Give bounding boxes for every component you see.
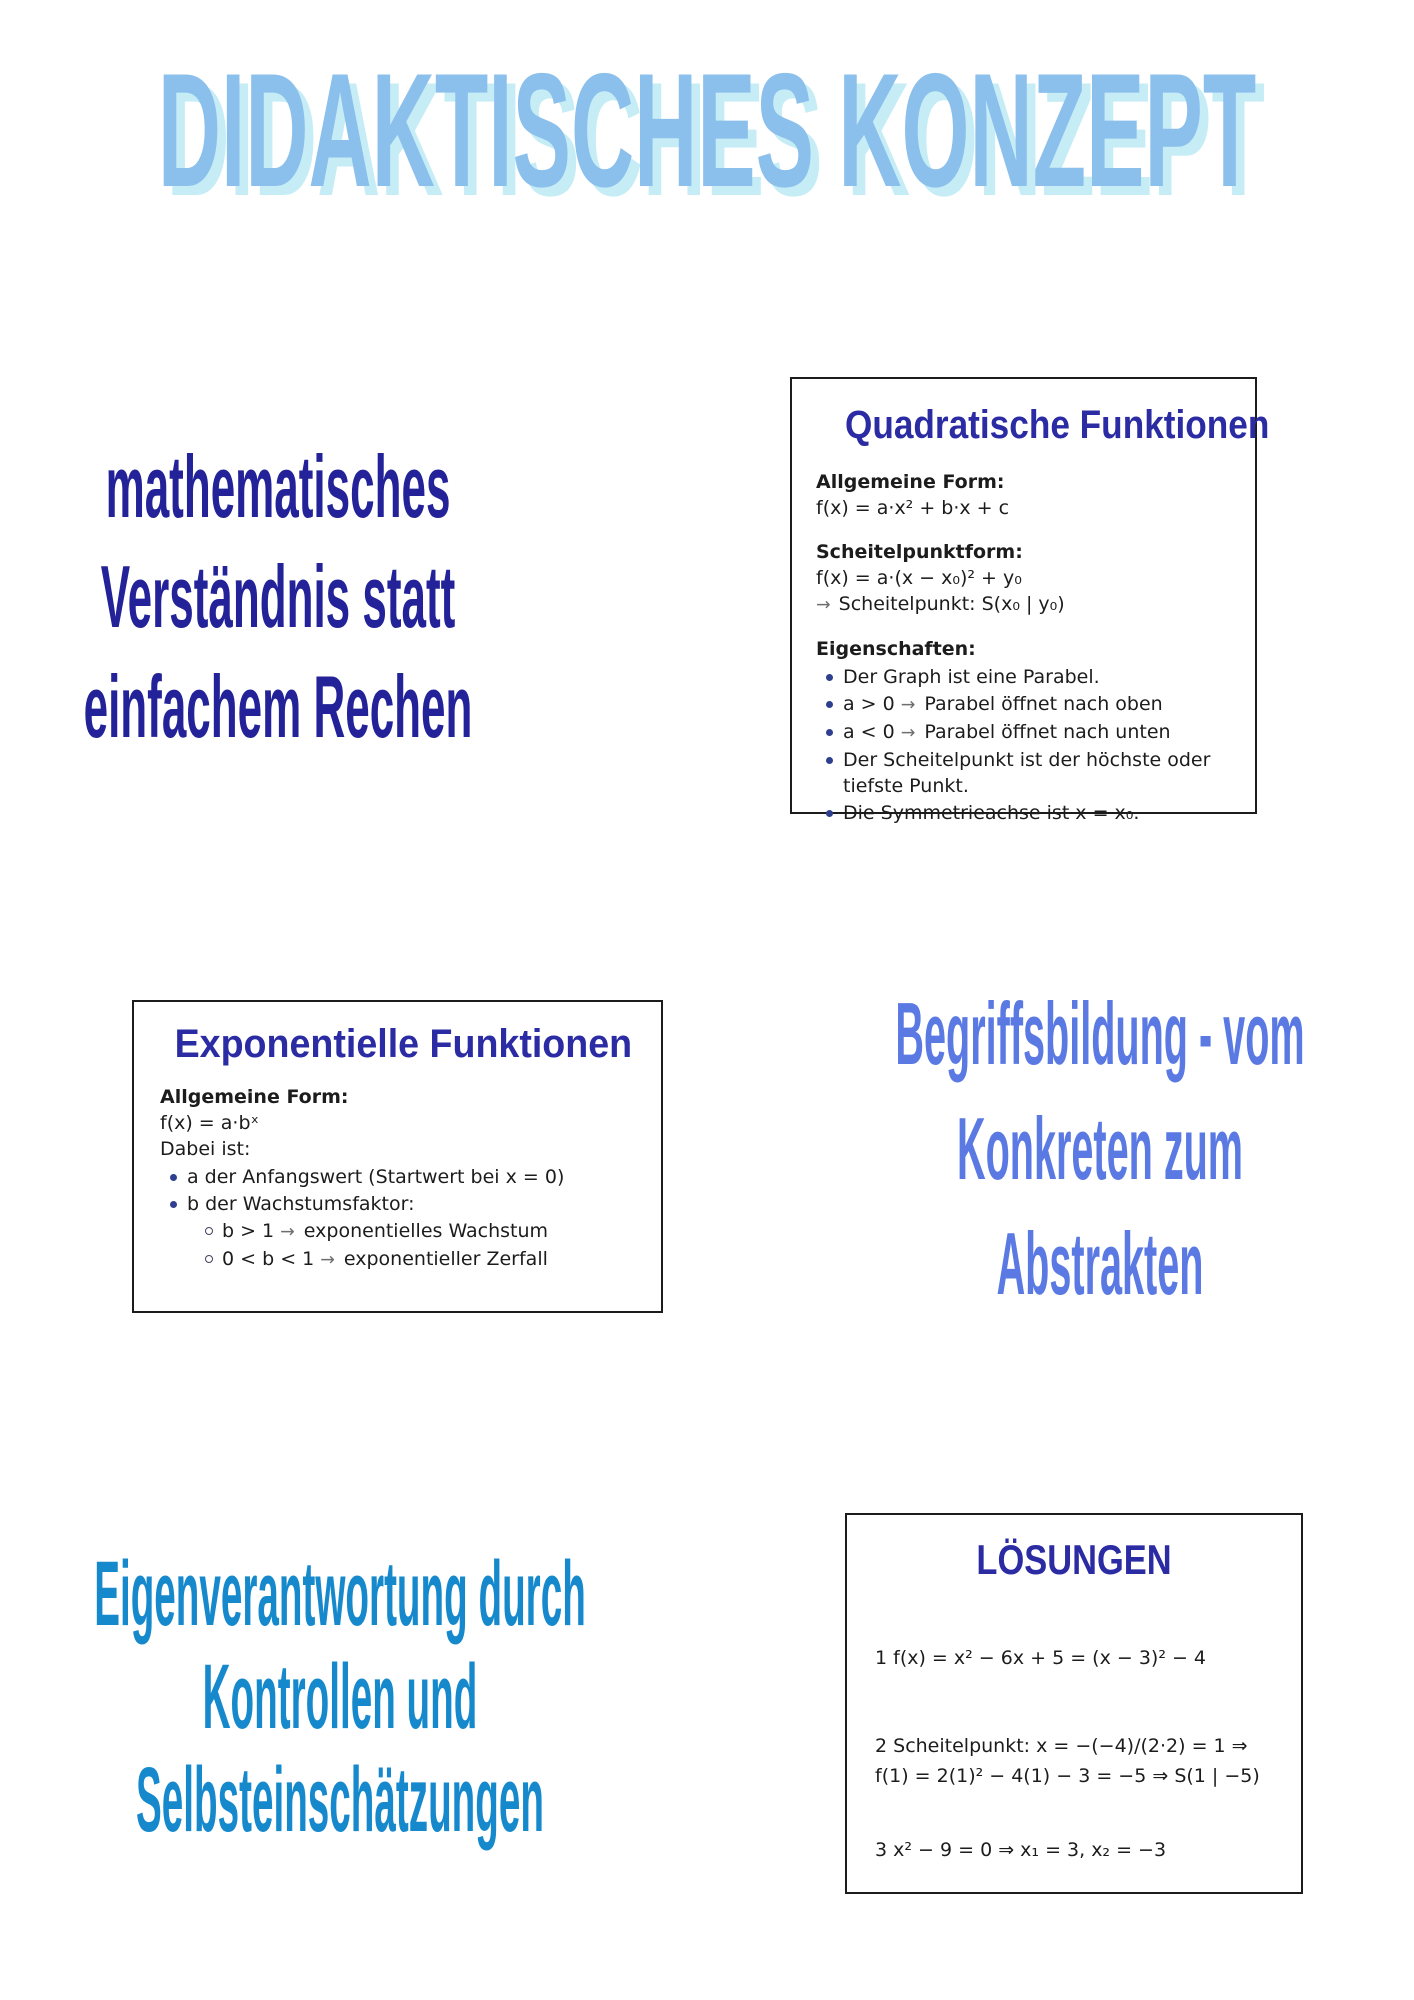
page-title <box>0 40 1414 221</box>
bullet-dot-icon <box>826 701 833 708</box>
bullet-text: Parabel öffnet nach oben <box>924 693 1163 715</box>
headline-line: Konkreten zum <box>956 1099 1244 1198</box>
solution-item: 1 f(x) = x² − 6x + 5 = (x − 3)² − 4 <box>875 1647 1207 1670</box>
headline-concept-building <box>895 976 1305 1321</box>
section-heading: Scheitelpunktform: <box>816 541 1023 563</box>
bullet-text: Der Graph ist eine Parabel. <box>843 666 1100 688</box>
headline-line: Abstrakten <box>996 1214 1204 1313</box>
bullet-text: exponentielles Wachstum <box>303 1220 549 1242</box>
bullet-circle-icon <box>205 1255 213 1263</box>
bullet-text: Die Symmetrieachse ist x = x₀. <box>843 802 1140 824</box>
vertex-note-text: Scheitelpunkt: S(x₀ | y₀) <box>838 593 1065 615</box>
solutions-card-body <box>875 1643 1273 1865</box>
arrow-glyph: → <box>900 695 916 715</box>
quadratic-functions-card <box>790 377 1270 824</box>
exponential-functions-card <box>132 1000 663 1313</box>
bullet-item <box>160 1164 635 1190</box>
bullet-item <box>160 1191 635 1217</box>
arrow-glyph: → <box>900 723 916 743</box>
bullet-item <box>816 719 1231 746</box>
headline-line: mathematisches <box>105 437 451 536</box>
card-title-text: Exponentielle Funktionen <box>174 1022 633 1066</box>
bullet-dot-icon <box>170 1201 177 1208</box>
solution-item: 3 x² − 9 = 0 ⇒ x₁ = 3, x₂ = −3 <box>875 1839 1167 1862</box>
bullet-text: a < 0 <box>843 721 895 743</box>
arrow-glyph: → <box>816 595 831 615</box>
bullet-dot-icon <box>826 810 833 817</box>
bullet-dot-icon <box>170 1174 177 1181</box>
card-title-text: LÖSUNGEN <box>976 1536 1172 1583</box>
bullet-dot-icon <box>826 729 833 736</box>
sub-bullet-item <box>160 1218 635 1245</box>
exponential-card-body <box>160 1084 635 1273</box>
formula: f(x) = a·(x − x₀)² + y₀ <box>816 567 1022 589</box>
bullet-item <box>816 664 1231 690</box>
bullet-text: Parabel öffnet nach unten <box>924 721 1171 743</box>
arrow-glyph: → <box>280 1222 295 1242</box>
card-title-text: Quadratische Funktionen <box>844 403 1270 447</box>
formula: f(x) = a·x² + b·x + c <box>816 497 1010 519</box>
bullet-text: a der Anfangswert (Startwert bei x = 0) <box>187 1166 565 1188</box>
sub-bullet-item <box>160 1246 635 1273</box>
formula: f(x) = a·bˣ <box>160 1112 259 1134</box>
section-heading: Allgemeine Form: <box>816 471 1005 493</box>
section-heading: Allgemeine Form: <box>160 1086 349 1108</box>
bullet-text: a > 0 <box>843 693 895 715</box>
card-title-exponential <box>160 1020 635 1068</box>
bullet-text: b > 1 <box>222 1220 275 1242</box>
bullet-text: Der Scheitelpunkt ist der höchste oder tiefste Punkt. <box>843 749 1211 797</box>
bullet-item <box>816 691 1231 718</box>
properties-list <box>816 664 1231 826</box>
headline-line: einfachem Rechen <box>83 657 473 756</box>
quadratic-card-body <box>816 469 1231 826</box>
solutions-card <box>845 1513 1303 1894</box>
vertex-note-line <box>816 591 1231 618</box>
bullet-circle-icon <box>205 1227 213 1235</box>
card-title-solutions <box>875 1535 1273 1585</box>
intro-line: Dabei ist: <box>160 1138 251 1160</box>
arrow-glyph: → <box>320 1250 335 1270</box>
bullet-item <box>816 747 1231 799</box>
headline-line: Verständnis statt <box>100 547 456 646</box>
bullet-dot-icon <box>826 757 833 764</box>
bullet-text: exponentieller Zerfall <box>343 1248 548 1270</box>
headline-self-responsibility <box>94 1543 586 1852</box>
bullet-text: 0 < b < 1 <box>222 1248 315 1270</box>
bullet-item <box>816 800 1231 826</box>
section-heading: Eigenschaften: <box>816 638 976 660</box>
page-title-text: DIDAKTISCHES KONZEPT <box>157 40 1257 221</box>
headline-line: Eigenverantwortung durch <box>94 1543 586 1645</box>
headline-line: Selbsteinschätzungen <box>136 1749 544 1851</box>
exponential-list <box>160 1164 635 1273</box>
headline-understanding <box>83 432 473 762</box>
bullet-dot-icon <box>826 674 833 681</box>
bullet-text: b der Wachstumsfaktor: <box>187 1193 415 1215</box>
card-title-quadratic <box>816 401 1270 449</box>
solution-item: 2 Scheitelpunkt: x = −(−4)/(2·2) = 1 ⇒ f(1) = 2(1)² − 4(1) − 3 = −5 ⇒ S(1 | −5) <box>875 1735 1260 1788</box>
headline-line: Begriffsbildung - vom <box>895 984 1305 1083</box>
headline-line: Kontrollen und <box>202 1646 478 1748</box>
